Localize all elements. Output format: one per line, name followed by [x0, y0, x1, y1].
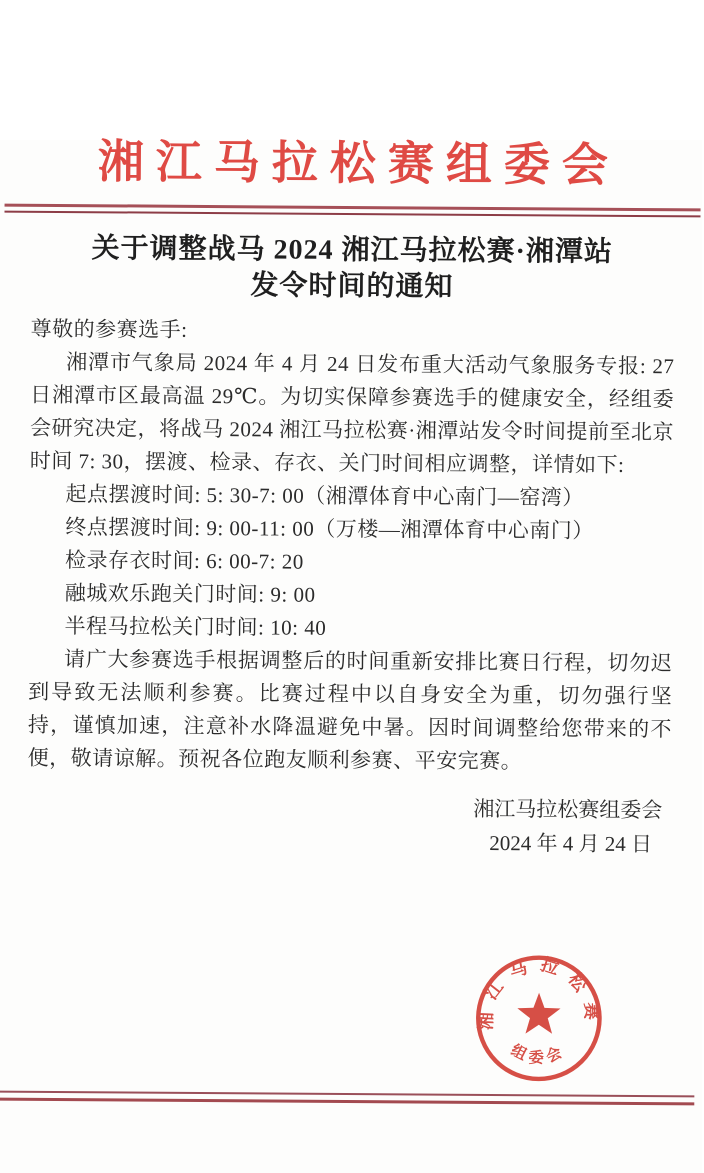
salutation: 尊敬的参赛选手: [30, 316, 188, 342]
signature-date: 2024 年 4 月 24 日 [489, 830, 653, 856]
notice-body [0, 312, 703, 779]
notice-title-line2: 发令时间的通知 [250, 270, 454, 303]
official-seal [469, 949, 608, 1088]
footer-divider [0, 1091, 694, 1106]
schedule-item-start-shuttle: 起点摆渡时间: 5: 30-7: 00（湘潭体育中心南门—窑湾） [65, 481, 584, 510]
notice-title-line1: 关于调整战马 2024 湘江马拉松赛·湘潭站 [91, 233, 614, 268]
letterhead-divider [4, 203, 700, 217]
signature-block [0, 788, 699, 861]
schedule-item-checkin-storage: 检录存衣时间: 6: 00-7: 20 [64, 547, 304, 574]
schedule-list [28, 478, 673, 647]
scanned-page-content [0, 136, 704, 1067]
notice-document [0, 136, 702, 1173]
paragraph-advice: 请广大参赛选手根据调整后的时间重新安排比赛日行程，切勿迟到导致无法顺利参赛。比赛过程中以自身安全为重，切勿强行坚持，谨慎加速，注意补水降温避免中暑。因时间调整给您带来的不便，敬请谅解。预祝各位跑友顺利参赛、平安完赛。 [27, 646, 673, 774]
letterhead-org-name: 湘江马拉松赛组委会 [97, 136, 621, 191]
schedule-item-funrun-closing: 融城欢乐跑关门时间: 9: 00 [64, 580, 316, 607]
seal-star-icon [517, 993, 560, 1034]
notice-title [41, 231, 663, 307]
seal-bottom-text: 组委会 [508, 1041, 570, 1067]
schedule-item-finish-shuttle: 终点摆渡时间: 9: 00-11: 00（万楼—湘潭体育中心南门） [65, 514, 594, 543]
schedule-item-halfmarathon-closing: 半程马拉松关门时间: 10: 40 [64, 613, 327, 640]
paragraph-weather-adjustment: 湘潭市气象局 2024 年 4 月 24 日发布重大活动气象服务专报: 27 日湘潭市区最高温 29℃。为切实保障参赛选手的健康安全，经组委会研究决定，将战马 2024 湘江马拉松赛·湘潭站发令时间提前至北京时间 7: 30，摆渡、检录、存衣、关门时间相应调整，详情如下: [29, 349, 675, 477]
signature-org-name: 湘江马拉松赛组委会 [473, 796, 663, 823]
seal-top-text: 湘江马拉松赛 [475, 953, 603, 1032]
